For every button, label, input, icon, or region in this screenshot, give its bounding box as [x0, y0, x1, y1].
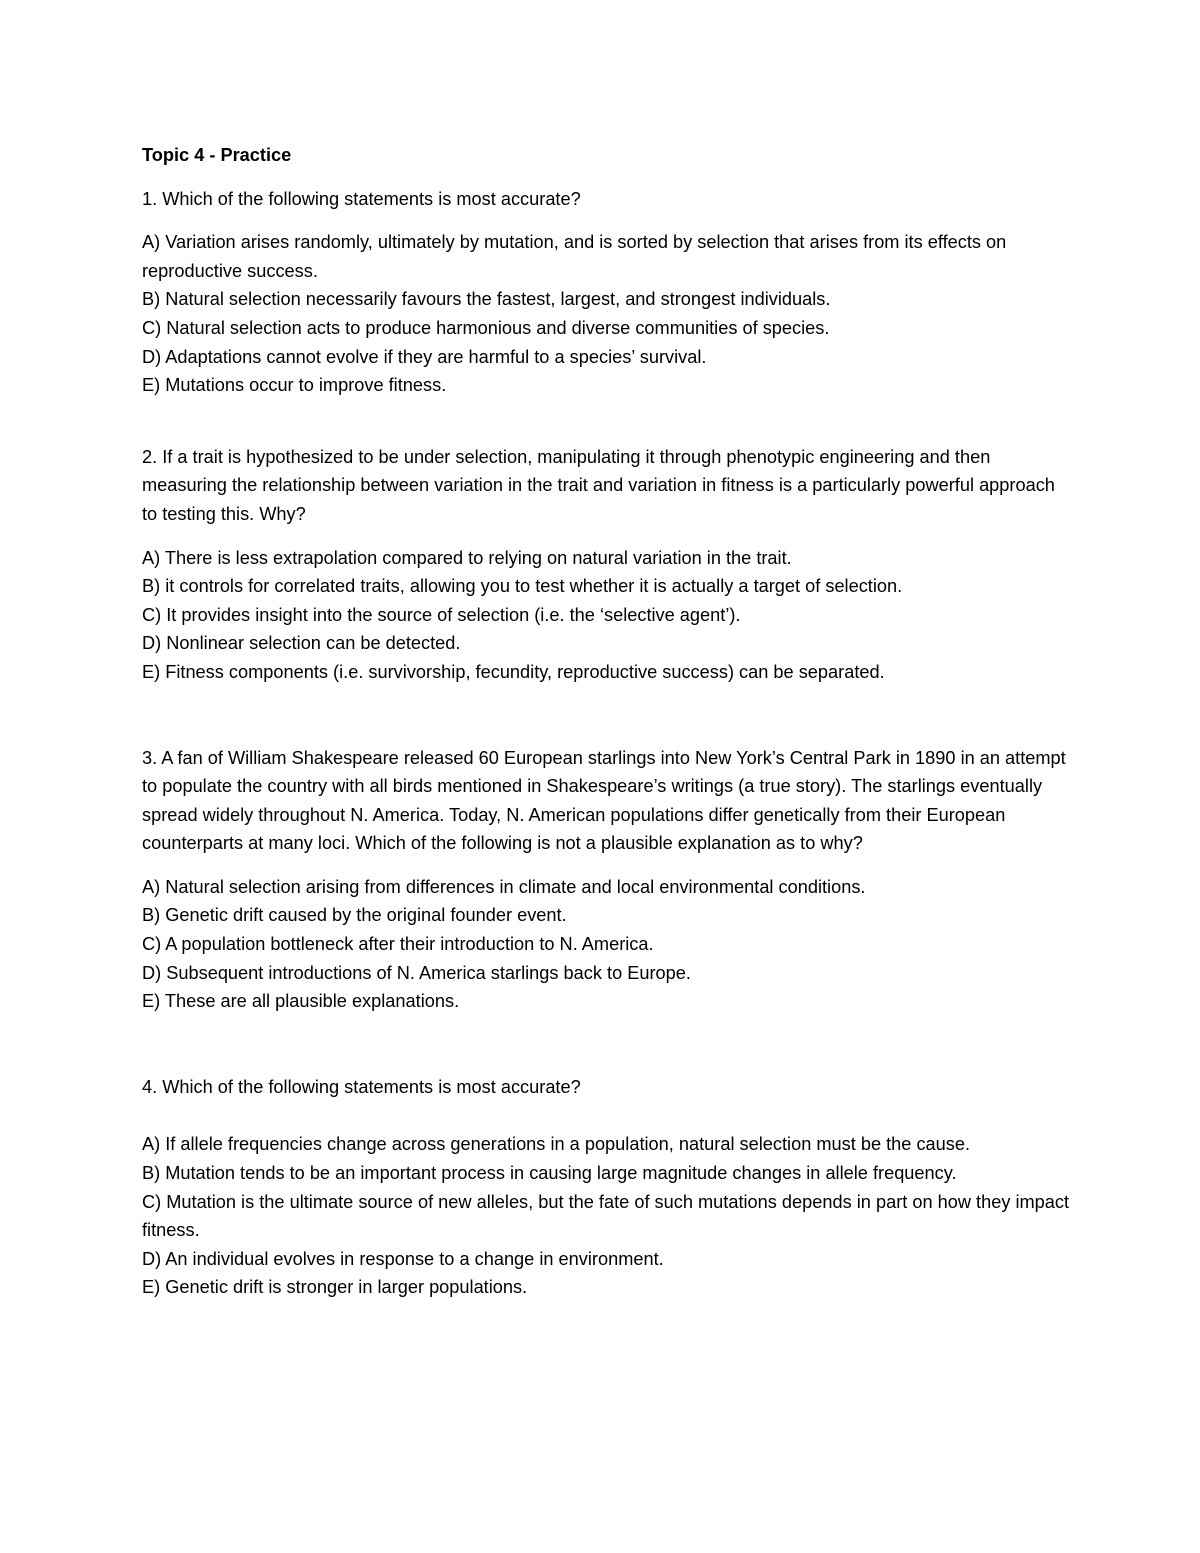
option-3e: E) These are all plausible explanations. — [142, 991, 460, 1012]
question-4-text: 4. Which of the following statements is most accurate? — [142, 1076, 581, 1097]
question-4-options — [142, 1130, 1072, 1302]
option-1c: C) Natural selection acts to produce harmonious and diverse communities of species. — [142, 317, 830, 338]
option-3c: C) A population bottleneck after their introduction to N. America. — [142, 934, 654, 955]
page-title: Topic 4 - Practice — [142, 145, 292, 165]
question-2-options — [142, 544, 1072, 687]
option-3d: D) Subsequent introductions of N. America starlings back to Europe. — [142, 962, 691, 983]
question-3-text: 3. A fan of William Shakespeare released 60 European starlings into New York’s Central Park in 1890 in an attempt to populate the country with all birds mentioned in Shakespeare’s writings (a true story). The starlings eventually spread widely throughout N. America. Today, N. American populations differ genetically from their European counterparts at many loci. Which of the following is not a plausible explanation as to why? — [142, 747, 1066, 854]
option-1a: A) Variation arises randomly, ultimately by mutation, and is sorted by selection that arises from its effects on reproductive success. — [142, 232, 1007, 281]
option-2d: D) Nonlinear selection can be detected. — [142, 633, 461, 654]
option-4e: E) Genetic drift is stronger in larger populations. — [142, 1277, 528, 1298]
option-3a: A) Natural selection arising from differences in climate and local environmental conditions. — [142, 876, 866, 897]
option-1b: B) Natural selection necessarily favours the fastest, largest, and strongest individuals. — [142, 289, 831, 310]
document-content — [142, 141, 1072, 1302]
option-4b: B) Mutation tends to be an important process in causing large magnitude changes in allele frequency. — [142, 1163, 957, 1184]
question-1-options — [142, 228, 1072, 400]
option-2b: B) it controls for correlated traits, allowing you to test whether it is actually a target of selection. — [142, 576, 903, 597]
question-block-1 — [142, 185, 1072, 400]
question-2-text: 2. If a trait is hypothesized to be under selection, manipulating it through phenotypic engineering and then measuring the relationship between variation in the trait and variation in fitness is a particularly powerful approach to testing this. Why? — [142, 446, 1055, 524]
option-4c: C) Mutation is the ultimate source of new alleles, but the fate of such mutations depends in part on how they impact fitness. — [142, 1191, 1070, 1241]
option-1e: E) Mutations occur to improve fitness. — [142, 375, 447, 396]
question-block-2 — [142, 443, 1072, 687]
option-4d: D) An individual evolves in response to a change in environment. — [142, 1248, 664, 1269]
question-block-4 — [142, 1073, 1072, 1302]
option-1d: D) Adaptations cannot evolve if they are harmful to a species’ survival. — [142, 346, 707, 367]
question-3-options — [142, 873, 1072, 1016]
option-3b: B) Genetic drift caused by the original founder event. — [142, 905, 567, 926]
option-2c: C) It provides insight into the source of selection (i.e. the ‘selective agent’). — [142, 604, 741, 625]
question-1-text: 1. Which of the following statements is most accurate? — [142, 188, 581, 209]
question-block-3 — [142, 744, 1072, 1016]
option-2e: E) Fitness components (i.e. survivorship, fecundity, reproductive success) can be separated. — [142, 661, 885, 682]
option-2a: A) There is less extrapolation compared to relying on natural variation in the trait. — [142, 547, 792, 568]
option-4a: A) If allele frequencies change across generations in a population, natural selection must be the cause. — [142, 1134, 971, 1155]
